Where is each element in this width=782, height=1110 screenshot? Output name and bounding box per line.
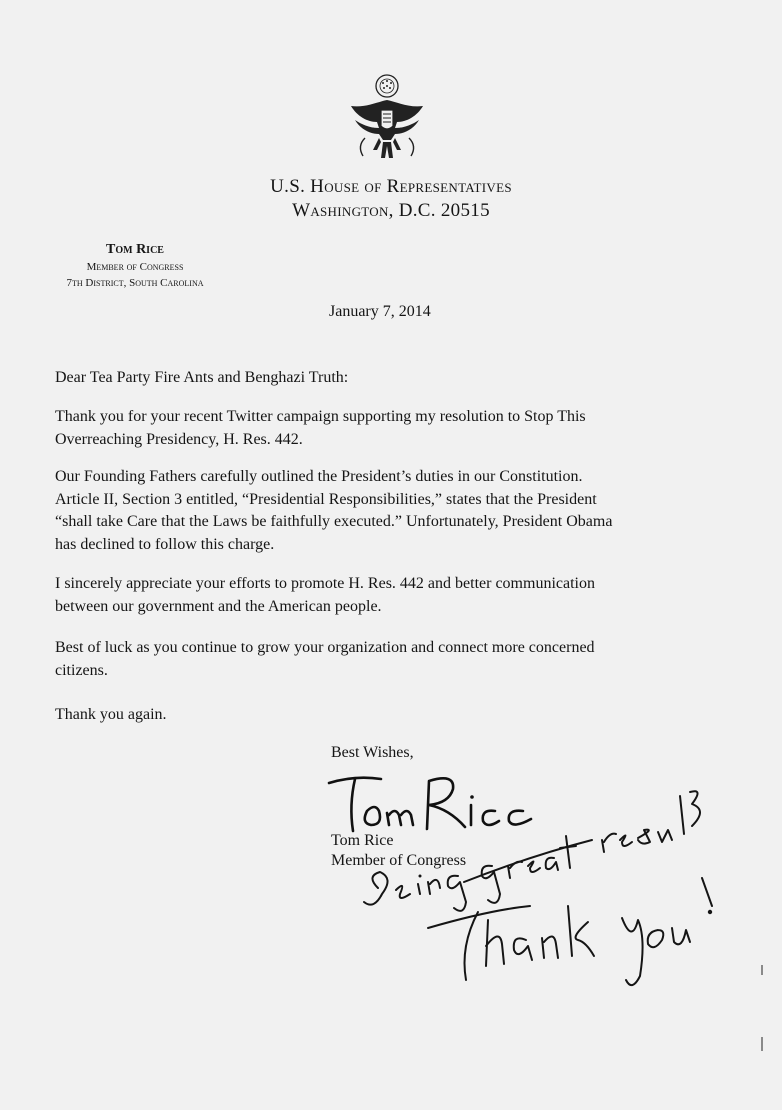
paragraph-line: Best of luck as you continue to grow your organization and connect more concerned [55,639,595,656]
paragraph-line: citizens. [55,661,108,679]
paragraph-line: Our Founding Fathers carefully outlined the President’s duties in our Constitution. [55,468,583,485]
paragraph-appreciation [55,573,745,618]
paragraph-line: Overreaching Presidency, H. Res. 442. [55,430,303,448]
paragraph-constitution [55,466,745,556]
house-address: Washington, D.C. 20515 [292,200,490,221]
margin-mark [761,1037,763,1051]
member-title: Member of Congress [86,261,184,273]
house-heading: U.S. House of Representatives [270,176,512,197]
paragraph-line: Article II, Section 3 entitled, “Presidential Responsibilities,” states that the President [55,490,597,508]
handwritten-note [340,770,720,990]
closing-name: Tom Rice [331,832,394,849]
paragraph-line: between our government and the American people. [55,597,382,615]
valediction: Best Wishes, [331,744,414,761]
closing-title: Member of Congress [331,852,467,869]
paragraph-line: “shall take Care that the Laws be faithfully executed.” Unfortunately, President Obama [55,513,613,530]
letter-date: January 7, 2014 [329,303,431,320]
paragraph-best-of-luck [55,637,745,682]
member-name: Tom Rice [106,242,164,257]
member-district: 7th District, South Carolina [66,277,204,289]
salutation: Dear Tea Party Fire Ants and Benghazi Truth: [55,369,349,386]
paragraph-line: I sincerely appreciate your efforts to promote H. Res. 442 and better communication [55,575,595,592]
thank-you-again: Thank you again. [55,706,167,723]
paragraph-twitter [55,406,745,451]
eagle-seal-icon [339,70,435,174]
margin-mark [761,965,763,975]
paragraph-line: Thank you for your recent Twitter campaign supporting my resolution to Stop This [55,408,586,425]
paragraph-line: has declined to follow this charge. [55,535,275,553]
